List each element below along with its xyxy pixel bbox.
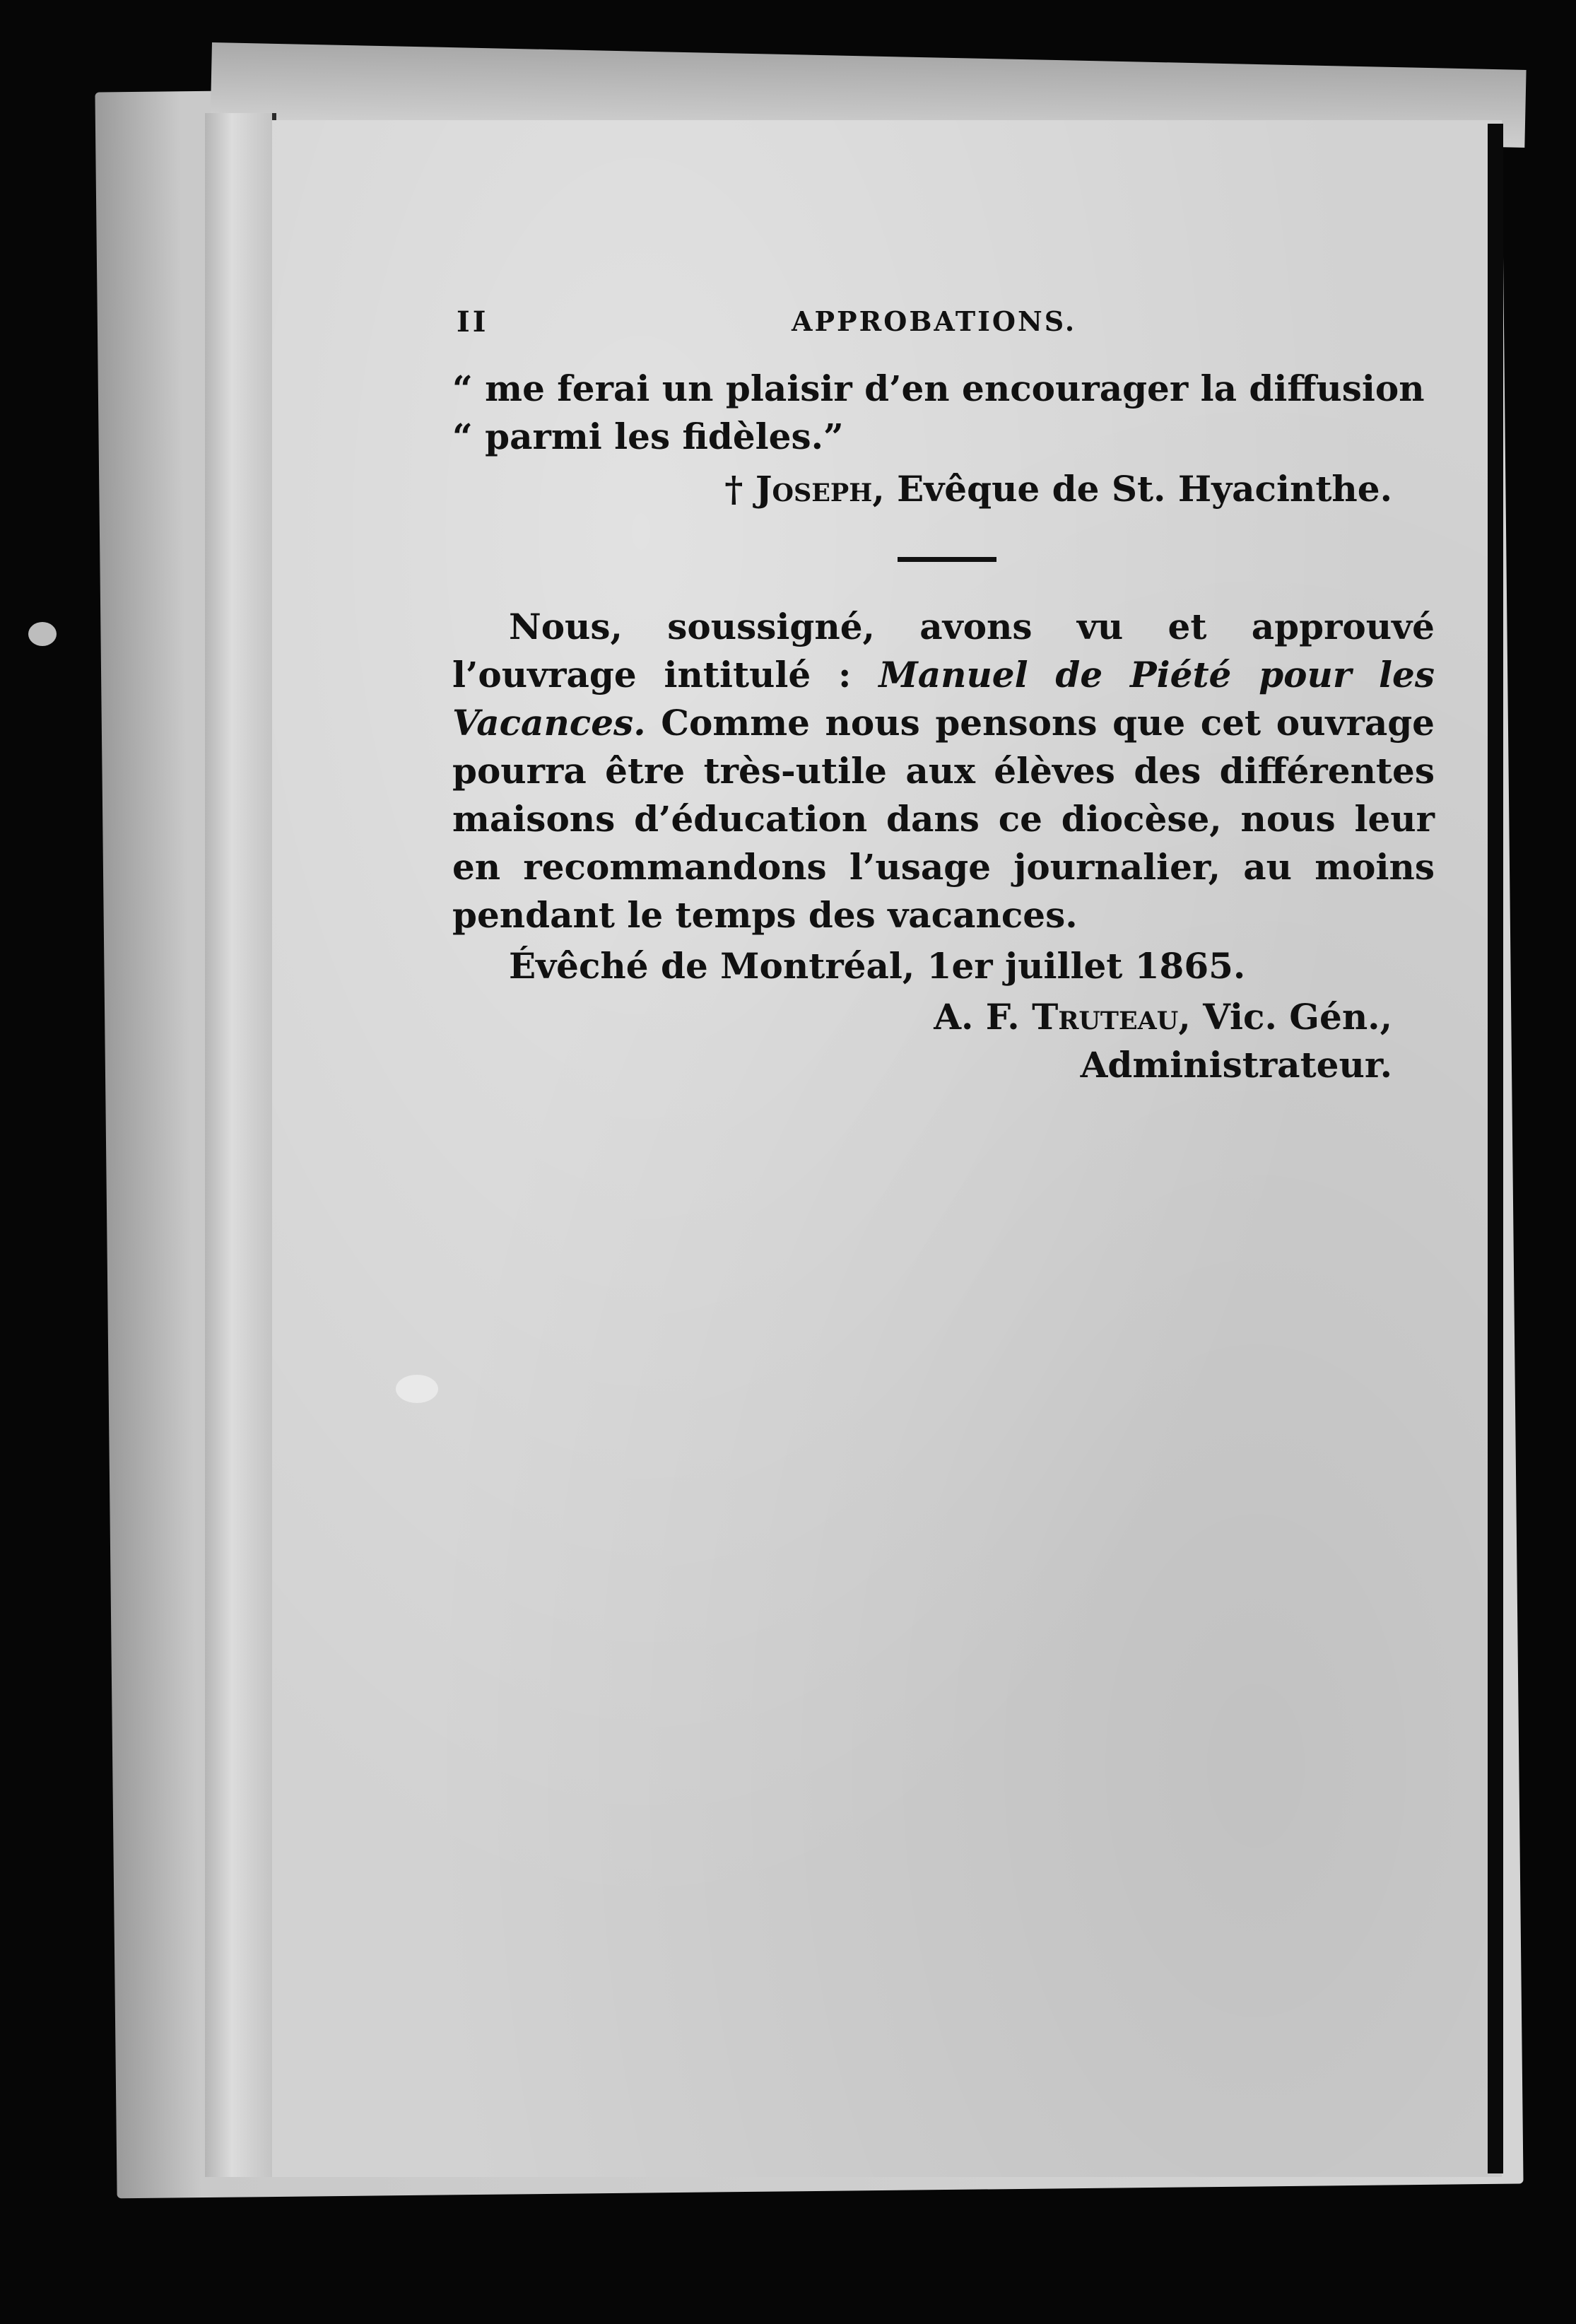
signer-title: , Evêque de St. Hyacinthe. — [872, 468, 1392, 510]
approval-text: Nous, soussigné, avons vu et approuvé l’ouvrage intitulé : — [452, 606, 1435, 696]
signer-name: Joseph — [755, 468, 873, 510]
right-border — [1488, 124, 1503, 2173]
book-edge — [205, 113, 276, 2177]
quote-block — [452, 365, 1435, 461]
signer-role: , Vic. Gén., — [1178, 996, 1392, 1038]
approval-text: Comme nous pensons que cet ouvrage pourra être très-utile aux élèves des différentes maisons d’éducation dans ce diocèse, nous leur en recommandons l’usage journalier, au moins pendant le temps des vacances. — [452, 702, 1435, 936]
signer-initials: A. F. — [934, 996, 1033, 1038]
bishop-signature — [452, 465, 1435, 513]
page-number: II — [457, 305, 489, 339]
approval-paragraph — [452, 603, 1435, 939]
administrator-signature — [452, 993, 1435, 1041]
dust-speck — [28, 622, 57, 646]
page-content — [452, 297, 1435, 1089]
page-header — [452, 297, 1435, 353]
signer-name: Truteau — [1032, 996, 1179, 1038]
signer-title: Administrateur. — [1080, 1044, 1392, 1086]
quote-line: “ me ferai un plaisir d’en encourager la diffusion — [452, 368, 1425, 409]
section-divider — [898, 557, 996, 562]
cross-symbol: † — [724, 468, 743, 510]
dust-speck — [396, 1375, 438, 1403]
book-title: Manuel de Piété pour les Vacances. — [452, 654, 1435, 744]
running-title: APPROBATIONS. — [792, 305, 1077, 337]
place-date: Évêché de Montréal, 1er juillet 1865. — [509, 945, 1246, 987]
quote-line: “ parmi les fidèles.” — [452, 416, 844, 457]
